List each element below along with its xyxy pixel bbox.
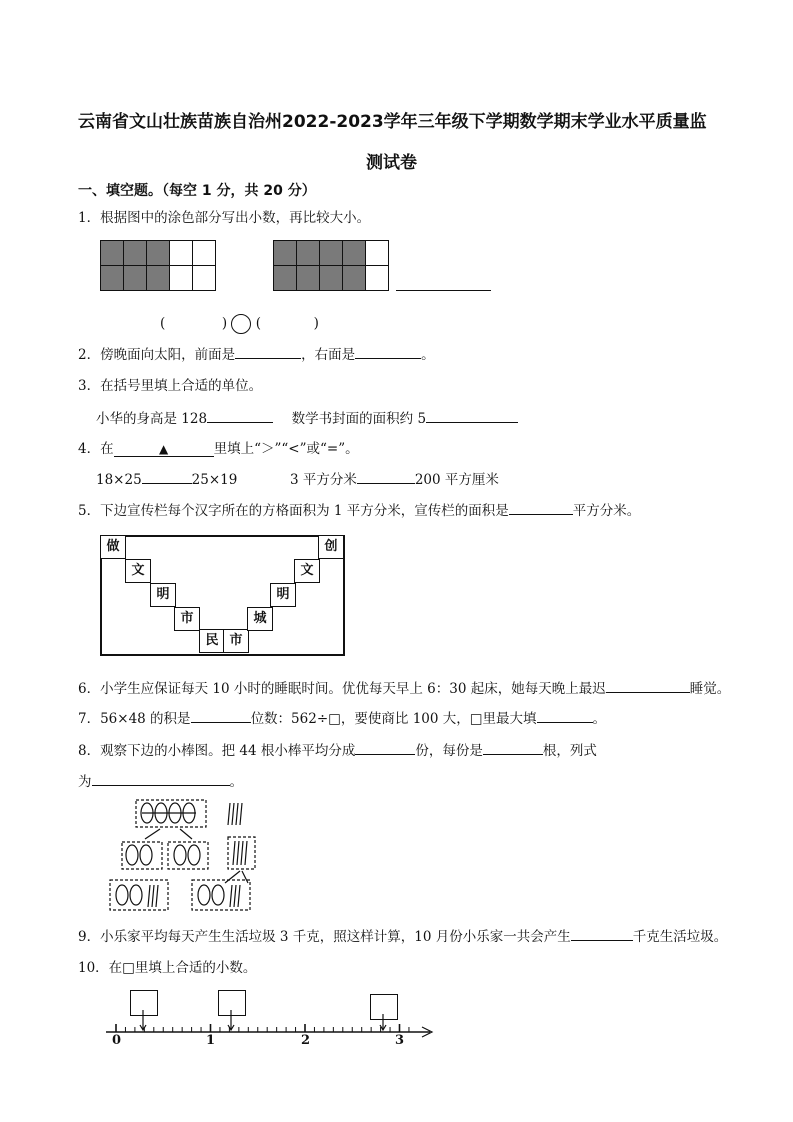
paren-right-1: )	[221, 315, 228, 332]
question-5	[78, 499, 640, 519]
q8-text-a: 8．观察下边的小棒图。把 44 根小棒平均分成	[78, 743, 356, 759]
question-9	[78, 925, 727, 945]
q4-expr-2: 25×19	[191, 472, 238, 488]
q3-item-a: 小华的身高是 128	[96, 411, 208, 427]
question-2	[78, 343, 435, 363]
q7-text-a: 7．56×48 的积是	[78, 711, 191, 727]
bundle-group-top	[141, 803, 196, 823]
q4-expr-3: 3 平方分米	[289, 472, 357, 488]
q2-text-b: ，右面是	[301, 347, 356, 363]
tick-label-2: 2	[301, 1033, 311, 1048]
q5-text-b: 平方分米。	[572, 503, 641, 519]
q3-item-b: 数学书封面的面积约 5	[291, 411, 427, 427]
board-char-4: 市	[174, 607, 200, 631]
q3-blank-a[interactable]	[207, 408, 273, 423]
stick-bundle-diagram	[100, 795, 270, 913]
q4-expr-1: 18×25	[96, 472, 142, 488]
paper-title-line1: 云南省文山壮族苗族自治州2022-2023学年三年级下学期数学期末学业水平质量监	[78, 112, 707, 132]
paper-title-line2: 测试卷	[366, 153, 417, 173]
q8-text-e: 。	[229, 774, 243, 790]
paren-left-1: (	[160, 315, 166, 332]
question-8-line2	[78, 770, 243, 790]
q1-compare-row	[160, 314, 319, 334]
tick-label-3: 3	[395, 1033, 405, 1048]
compare-circle[interactable]	[231, 314, 251, 334]
q4-text-b: 里填上“＞”“<”或“=”。	[213, 441, 359, 457]
q4-expr-4: 200 平方厘米	[414, 472, 499, 488]
paren-left-2: (	[255, 315, 262, 332]
tick-label-0: 0	[112, 1033, 122, 1048]
q7-text-b: 位数：562÷□，要使商比 100 大，□里最大填	[250, 711, 537, 727]
question-3: 3．在括号里填上合适的单位。	[78, 378, 263, 394]
q8-blank-1[interactable]	[355, 740, 415, 755]
loose-sticks-top	[228, 803, 242, 825]
q9-text-a: 9．小乐家平均每天产生生活垃圾 3 千克，照这样计算，10 月份小乐家一共会产生	[78, 929, 571, 945]
q8-text-c: 根，列式	[542, 743, 597, 759]
q6-text-b: 睡觉。	[689, 681, 731, 697]
question-10: 10．在□里填上合适的小数。	[78, 960, 257, 976]
question-8	[78, 739, 597, 759]
q8-text-d: 为	[78, 774, 92, 790]
q8-blank-2[interactable]	[483, 740, 543, 755]
q2-blank-right[interactable]	[355, 344, 421, 359]
board-char-3: 明	[150, 583, 176, 607]
question-1: 1．根据图中的涂色部分写出小数，再比较大小。	[78, 210, 371, 226]
decimal-grid-left	[100, 240, 216, 291]
q7-text-c: 。	[592, 711, 607, 727]
paren-right-2: )	[313, 315, 319, 332]
q4-items	[96, 468, 499, 488]
q4-blank-2[interactable]	[357, 469, 415, 484]
q9-text-b: 千克生活垃圾。	[632, 929, 728, 945]
board-char-9: 文	[294, 559, 320, 583]
q2-text-c: 。	[421, 347, 435, 363]
board-char-2: 文	[125, 559, 151, 583]
q1-answer-line[interactable]	[396, 290, 491, 291]
board-char-8: 明	[270, 583, 296, 607]
q8-text-b: 份，每份是	[415, 743, 483, 759]
section-heading: 一、填空题。（每空 1 分，共 20 分）	[78, 183, 316, 199]
q4-text-a: 4．在	[78, 441, 114, 457]
q4-blank-1[interactable]	[142, 469, 192, 484]
q6-blank[interactable]	[606, 678, 690, 693]
board-char-5: 民	[199, 629, 225, 653]
q6-text-a: 6．小学生应保证每天 10 小时的睡眠时间。优优每天早上 6：30 起床，她每天晚上最迟	[78, 681, 606, 697]
number-line	[100, 1010, 440, 1040]
board-char-6: 市	[223, 629, 249, 653]
q5-text-a: 5．下边宣传栏每个汉字所在的方格面积为 1 平方分米，宣传栏的面积是	[78, 503, 509, 519]
tick-label-1: 1	[206, 1033, 216, 1048]
q4-triangle-blank: ▲	[114, 442, 214, 457]
q8-blank-3[interactable]	[92, 771, 230, 786]
question-4	[78, 437, 359, 457]
board-char-10: 创	[318, 535, 344, 559]
decimal-grid-right	[273, 240, 389, 291]
question-6	[78, 677, 730, 697]
q5-blank[interactable]	[509, 500, 573, 515]
q3-items	[96, 407, 518, 427]
q7-blank-2[interactable]	[537, 708, 593, 723]
q7-blank-1[interactable]	[191, 708, 251, 723]
question-7	[78, 707, 606, 727]
board-char-7: 城	[247, 607, 273, 631]
q2-text-a: 2．傍晚面向太阳，前面是	[78, 347, 236, 363]
q2-blank-front[interactable]	[235, 344, 301, 359]
q9-blank[interactable]	[571, 926, 633, 941]
board-char-1: 做	[100, 535, 126, 559]
q3-blank-b[interactable]	[426, 408, 518, 423]
